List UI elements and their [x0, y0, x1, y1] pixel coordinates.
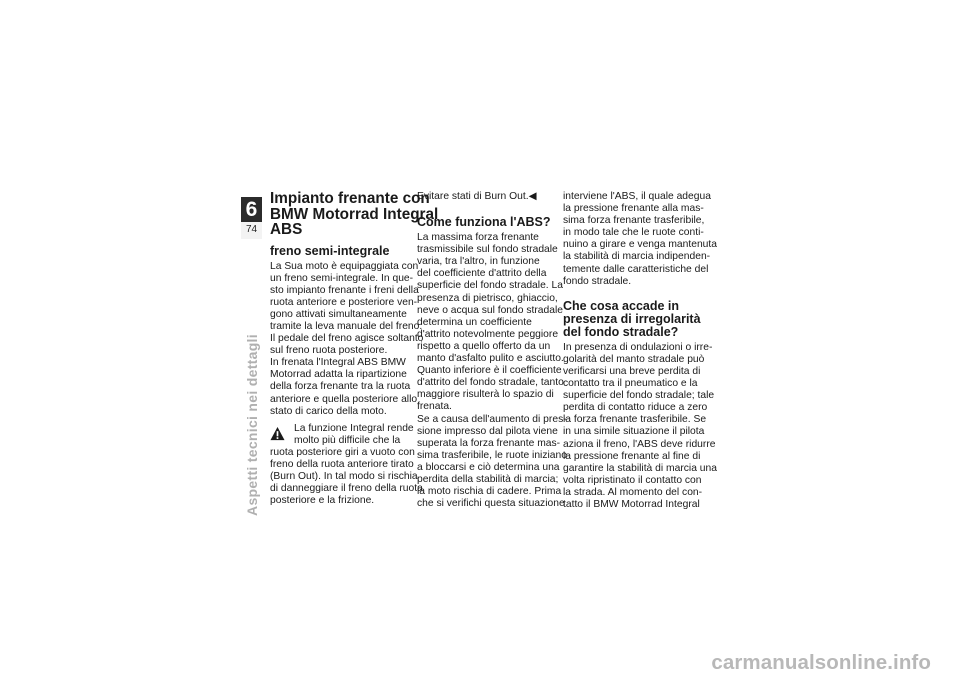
page-number: 74: [245, 224, 258, 235]
section-heading: [563, 298, 701, 339]
text-line: gono attivati simultaneamente: [270, 308, 407, 320]
text-line: (Burn Out). In tal modo si rischia: [270, 471, 418, 483]
text-line: garantire la stabilità di marcia una: [563, 462, 717, 474]
text-line: tatto il BMW Motorrad Integral: [563, 498, 700, 510]
text-line: In frenata l'Integral ABS BMW: [270, 357, 406, 369]
column-2: [417, 191, 567, 510]
text-line: che si verifichi questa situazione: [417, 498, 565, 510]
text-line: fondo stradale.: [563, 275, 632, 287]
text-line: superficie del fondo stradale; tale: [563, 390, 715, 402]
text-line: volta ripristinato il contatto con: [563, 474, 702, 486]
heading-line: Che cosa accade in: [563, 298, 680, 313]
text-line: stato di carico della moto.: [270, 405, 387, 417]
text-line: La funzione Integral rende: [294, 422, 414, 434]
text-line: perdita della stabilità di marcia;: [417, 473, 559, 485]
text-line: la stabilità di marcia indipenden-: [563, 251, 711, 263]
text-line: la strada. Al momento del con-: [563, 486, 703, 498]
text-line: molto più difficile che la: [294, 434, 401, 446]
text-line: sto impianto frenante i freni della: [270, 284, 419, 296]
heading-line: presenza di irregolarità: [563, 311, 701, 326]
paragraph: [270, 260, 424, 418]
text-line: Se a causa dell'aumento di pres-: [417, 413, 567, 425]
text-line: superata la forza frenante mas-: [417, 437, 561, 449]
section-heading: Come funziona l'ABS?: [417, 215, 551, 230]
text-line: d'attrito del fondo stradale, tanto: [417, 377, 564, 389]
text-line: neve o acqua sul fondo stradale: [417, 304, 563, 316]
heading-line: BMW Motorrad Integral: [270, 205, 439, 223]
warning-note: [270, 422, 423, 508]
text-line: contatto tra il pneumatico e la: [563, 378, 698, 390]
text-line: verificarsi una breve perdita di: [563, 365, 701, 377]
lead-text: Evitare stati di Burn Out.◀: [417, 191, 537, 202]
text-line: d'attrito notevolmente peggiore: [417, 328, 559, 340]
paragraph: [417, 232, 567, 510]
text-line: la forza frenante trasferibile. Se: [563, 414, 707, 426]
text-line: In presenza di ondulazioni o irre-: [563, 341, 713, 353]
watermark: carmanualsonline.info: [711, 651, 931, 674]
text-line: Il pedale del freno agisce soltanto: [270, 333, 424, 345]
heading-line: ABS: [270, 221, 303, 238]
text-line: nuino a girare e venga mantenuta: [563, 239, 717, 251]
text-line: del coefficiente d'attrito della: [417, 268, 547, 280]
text-line: a bloccarsi e ciò determina una: [417, 461, 560, 473]
text-line: manto d'asfalto pulito e asciutto.: [417, 353, 564, 365]
text-line: ruota anteriore e posteriore ven-: [270, 296, 418, 308]
text-line: ruota posteriore giri a vuoto con: [270, 446, 415, 458]
text-line: in modo tale che le ruote conti-: [563, 227, 704, 239]
text-line: la pressione frenante al fine di: [563, 450, 701, 462]
text-line: posteriore e la frizione.: [270, 495, 375, 507]
text-line: La Sua moto è equipaggiata con: [270, 260, 419, 272]
paragraph: [563, 341, 717, 511]
heading-line: del fondo stradale?: [563, 324, 679, 339]
text-line: superficie del fondo stradale. La: [417, 280, 563, 292]
text-line: frenata.: [417, 401, 452, 413]
warning-triangle-icon: [270, 426, 285, 441]
main-heading: [270, 190, 439, 238]
text-line: varia, tra l'altro, in funzione: [417, 256, 540, 268]
text-line: sul freno ruota posteriore.: [270, 345, 388, 357]
text-line: presenza di pietrisco, ghiaccio,: [417, 292, 558, 304]
text-line: Motorrad adatta la ripartizione: [270, 369, 407, 381]
text-line: trasmissibile sul fondo stradale: [417, 244, 558, 256]
column-1: [270, 190, 439, 507]
text-line: rispetto a quello offerto da un: [417, 340, 551, 352]
text-line: di danneggiare il freno della ruota: [270, 483, 423, 495]
heading-line: Impianto frenante con: [270, 190, 430, 207]
text-line: della forza frenante tra la ruota: [270, 381, 411, 393]
text-line: temente dalle caratteristiche del: [563, 263, 709, 275]
text-line: determina un coefficiente: [417, 316, 532, 328]
subheading: freno semi-integrale: [270, 243, 390, 258]
text-line: in una simile situazione il pilota: [563, 426, 705, 438]
text-line: sione impresso dal pilota viene: [417, 425, 558, 437]
text-line: perdita di contatto riduce a zero: [563, 402, 708, 414]
text-line: La massima forza frenante: [417, 232, 539, 244]
text-line: un freno semi-integrale. In que-: [270, 272, 414, 284]
text-line: aziona il freno, l'ABS deve ridurre: [563, 438, 716, 450]
text-line: golarità del manto stradale può: [563, 353, 705, 365]
text-line: maggiore risulterà lo spazio di: [417, 389, 554, 401]
text-line: sima trasferibile, le ruote iniziano: [417, 449, 567, 461]
text-line: freno della ruota anteriore tirato: [270, 459, 414, 470]
chapter-number: 6: [241, 197, 262, 222]
text-line: la moto rischia di cadere. Prima: [417, 486, 562, 498]
text-line: sima forza frenante trasferibile,: [563, 215, 705, 227]
paragraph: [563, 191, 717, 288]
text-line: interviene l'ABS, il quale adegua: [563, 191, 711, 202]
text-line: Quanto inferiore è il coefficiente: [417, 365, 562, 377]
text-line: la pressione frenante alla mas-: [563, 203, 704, 215]
text-line: tramite la leva manuale del freno.: [270, 320, 423, 332]
text-line: anteriore e quella posteriore allo: [270, 393, 418, 405]
section-title-vertical: Aspetti tecnici nei dettagli: [244, 334, 260, 516]
column-3: [563, 191, 717, 511]
